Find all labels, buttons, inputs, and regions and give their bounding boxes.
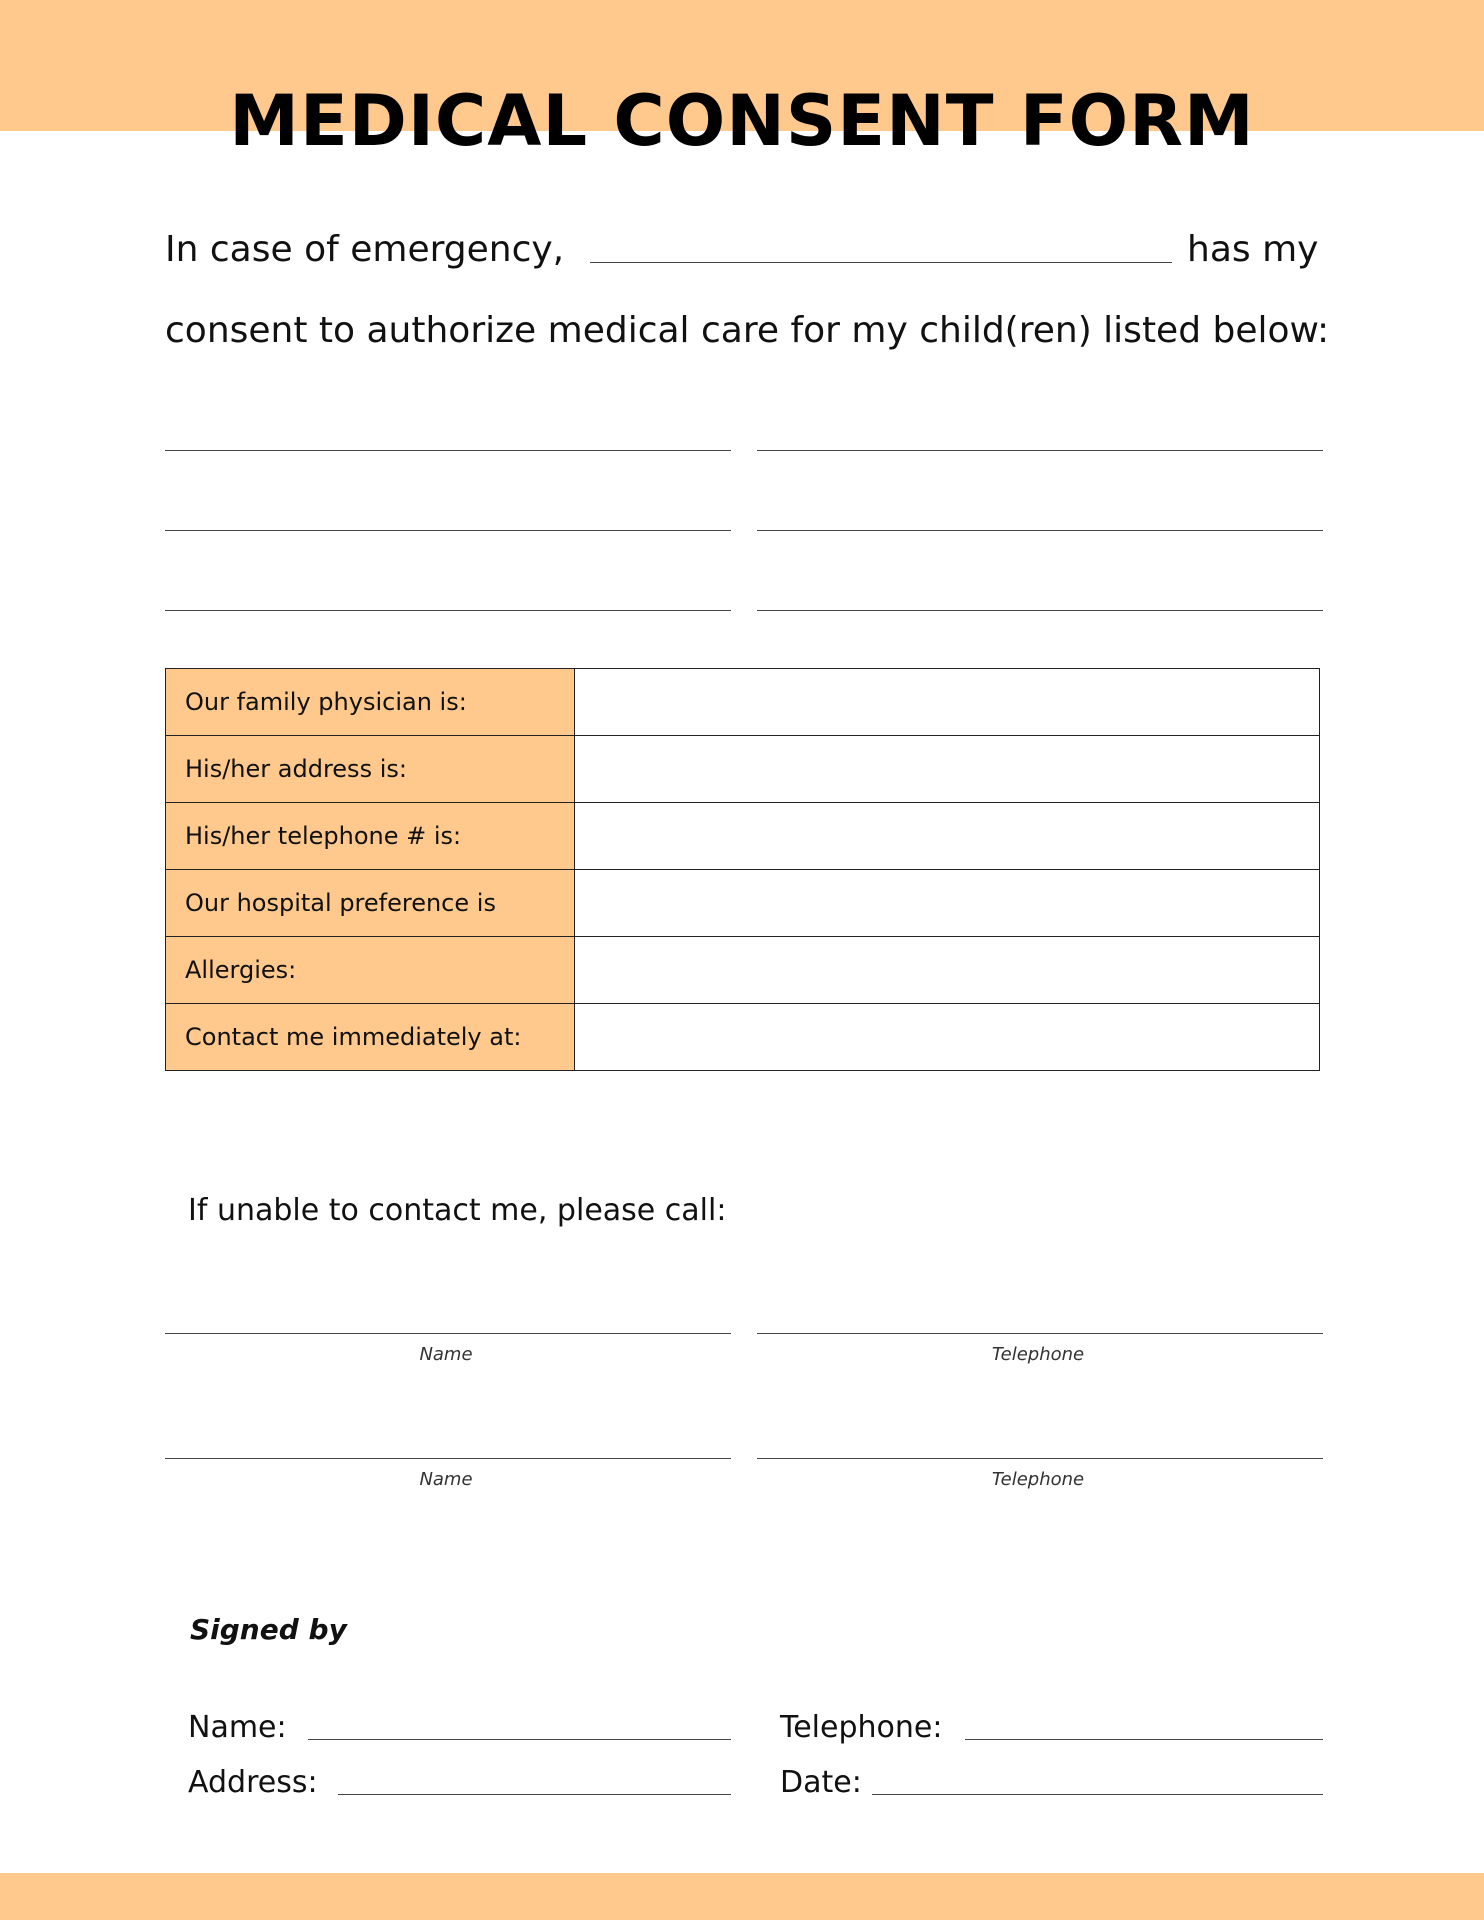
signed-date-field[interactable] (872, 1772, 1323, 1795)
physician-address-value-cell[interactable] (575, 736, 1320, 803)
child-name-field-1[interactable] (165, 428, 731, 451)
alternate-name-field-1[interactable] (165, 1311, 731, 1334)
name-caption: Name (419, 1469, 473, 1490)
child-name-field-4[interactable] (757, 508, 1323, 531)
alternate-telephone-field-2[interactable] (757, 1436, 1323, 1459)
child-name-field-3[interactable] (165, 508, 731, 531)
table-row (166, 937, 1320, 1004)
physician-value-cell[interactable] (575, 669, 1320, 736)
alternate-telephone-field-1[interactable] (757, 1311, 1323, 1334)
medical-info-table (165, 668, 1320, 1071)
signer-name-field[interactable] (308, 1717, 731, 1740)
emergency-contact-field[interactable] (590, 240, 1172, 263)
physician-telephone-value-cell[interactable] (575, 803, 1320, 870)
table-row (166, 1004, 1320, 1071)
contact-immediately-value-cell[interactable] (575, 1004, 1320, 1071)
allergies-value-cell[interactable] (575, 937, 1320, 1004)
allergies-label: Allergies: (166, 937, 575, 1004)
physician-label: Our family physician is: (166, 669, 575, 736)
table-row (166, 736, 1320, 803)
child-name-field-5[interactable] (165, 588, 731, 611)
telephone-caption: Telephone (991, 1469, 1085, 1490)
contact-immediately-label: Contact me immediately at: (166, 1004, 575, 1071)
signer-name-label: Name: (188, 1710, 287, 1745)
table-row (166, 669, 1320, 736)
table-row (166, 803, 1320, 870)
alternate-name-field-2[interactable] (165, 1436, 731, 1459)
name-caption: Name (419, 1344, 473, 1365)
child-name-field-2[interactable] (757, 428, 1323, 451)
physician-telephone-label: His/her telephone # is: (166, 803, 575, 870)
telephone-caption: Telephone (991, 1344, 1085, 1365)
alternate-contact-prompt: If unable to contact me, please call: (188, 1193, 727, 1228)
signer-telephone-label: Telephone: (780, 1710, 943, 1745)
signer-address-label: Address: (188, 1765, 318, 1800)
signer-telephone-field[interactable] (965, 1717, 1323, 1740)
intro-text-part1: In case of emergency, (165, 229, 565, 270)
intro-text-line2: consent to authorize medical care for my child(ren) listed below: (165, 310, 1330, 351)
hospital-preference-value-cell[interactable] (575, 870, 1320, 937)
page-title: MEDICAL CONSENT FORM (229, 80, 1255, 162)
signer-address-field[interactable] (338, 1772, 731, 1795)
intro-text-part2: has my (1187, 229, 1319, 270)
signed-date-label: Date: (780, 1765, 862, 1800)
table-row (166, 870, 1320, 937)
footer-band (0, 1873, 1484, 1920)
signed-by-heading: Signed by (190, 1613, 347, 1646)
hospital-preference-label: Our hospital preference is (166, 870, 575, 937)
physician-address-label: His/her address is: (166, 736, 575, 803)
child-name-field-6[interactable] (757, 588, 1323, 611)
